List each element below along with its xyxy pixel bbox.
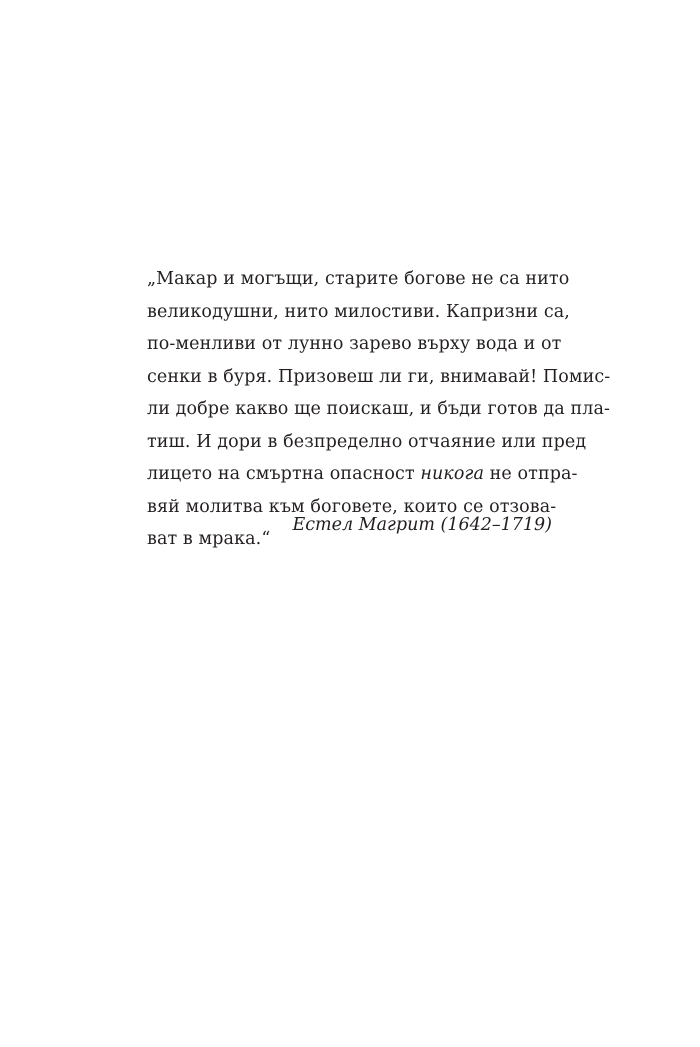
quote-line: тиш. И дори в безпределно отчаяние или пред (147, 431, 587, 452)
quote-line: „Макар и могъщи, старите богове не са нито (147, 269, 570, 289)
quote-line: ват в мрака.“ (147, 529, 271, 549)
quote-line-with-emphasis (147, 458, 578, 491)
quote-line: по-менливи от лунно зарево върху вода и от (147, 334, 562, 354)
quote-attribution: Естел Магрит (1642–1719) (292, 515, 552, 535)
quote-text: лицето на смъртна опасност (147, 464, 421, 484)
quote-line: ли добре какво ще поискаш, и бъди готов да пла- (147, 399, 611, 419)
quote-line: сенки в буря. Призовеш ли ги, внимавай! Помис- (147, 366, 611, 387)
emphasized-word: никога (420, 464, 484, 484)
quote-line: великодушни, нито милостиви. Капризни са, (147, 301, 570, 322)
quote-text: не отпра- (483, 464, 578, 484)
quote-line: вяй молитва към боговете, които се отзова- (147, 496, 557, 517)
